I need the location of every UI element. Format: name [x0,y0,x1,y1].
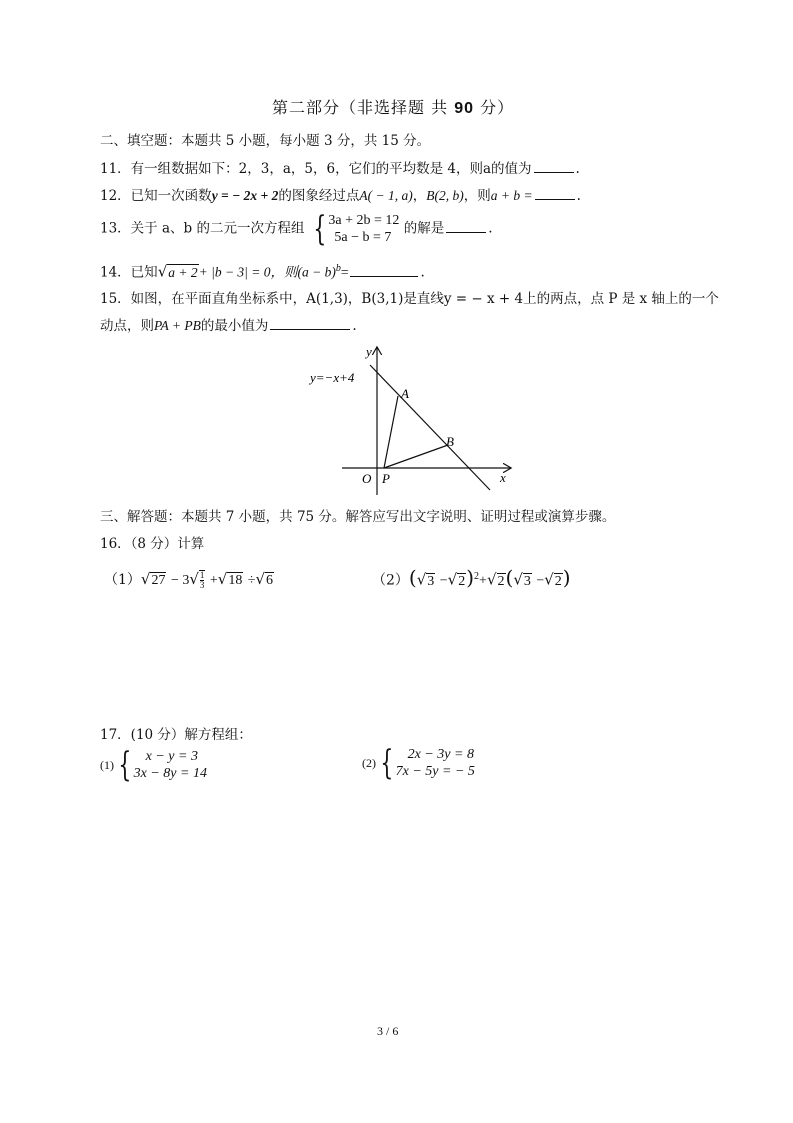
q16-p1-label: （1） [104,572,141,588]
q16-p1-r2: 18 [228,573,243,588]
q14-exponent: b [335,263,341,274]
question-16-head: 16．（8 分）计算 [100,536,205,552]
q17-p1-eq1: x − y = 3 [145,749,198,764]
q14-end: . [420,264,425,281]
segment-pb [384,445,448,468]
q16-p2-r3: 2 [497,573,505,589]
question-12 [100,187,581,205]
left-paren-icon: ( [505,565,514,590]
q16-p2-r4: 3 [523,573,531,589]
coordinate-figure [300,340,520,500]
q13-post: 的解是 [403,220,445,237]
q12-point-b: B(2, b) [426,188,464,203]
q17-p2-eq1: 2x − 3y = 8 [407,747,474,762]
left-brace-icon: { [380,743,394,783]
q15-line2-pre: 动点，则 [100,318,154,334]
q16-p2-plus: + [479,573,487,589]
q12-post: ，则 [463,188,491,204]
label-b: B [446,434,454,449]
q17-p2-system [362,743,475,783]
label-o: O [362,471,372,486]
radical-icon: √ [140,570,151,588]
section-2-heading: 二、填空题：本题共 5 小题，每小题 3 分，共 15 分。 [100,133,431,149]
q14-mid: + |b − 3| = 0，则(a − b) [198,264,336,280]
radical-icon: √ [217,570,228,588]
q14-answer-blank[interactable] [350,264,418,277]
q17-p1-eq2: 3x − 8y = 14 [133,766,207,781]
q12-mid: 的图象经过点 [278,188,360,204]
right-paren-icon: ) [466,565,475,590]
q16-p2-r1: 3 [427,573,435,589]
line-label: y=−x+4 [310,370,355,385]
q13-eq2: 5a − b = 7 [334,230,392,245]
q13-pre: 13．关于 a、b 的二元一次方程组 [100,220,305,237]
title-text-pre: 第二部分（非选择题 共 [272,98,455,117]
label-p: P [382,471,390,486]
q13-eq1: 3a + 2b = 12 [328,213,400,228]
page-number: 3 / 6 [377,1024,399,1038]
radical-icon: √ [416,570,427,589]
label-a: A [401,386,409,401]
q16-p2-exponent: 2 [474,571,480,582]
q16-part-1 [104,570,274,590]
q16-p1-frac-num: 1 [199,570,205,580]
q11-text: 11．有一组数据如下：2，3，a，5，6，它们的平均数是 4，则a的值为 [100,161,532,177]
q17-p2-eq2: 7x − 5y = − 5 [395,764,475,779]
q16-part-2 [372,565,571,591]
q11-answer-blank[interactable] [534,160,574,173]
q13-equation-system [309,209,400,249]
q12-point-a: A( − 1, a) [359,188,413,203]
q12-end: . [576,188,581,204]
q16-p1-div: ÷ [247,573,256,588]
question-14 [100,260,425,282]
segment-pa [384,396,398,468]
left-paren-icon: ( [408,565,417,590]
q16-p2-minus2: − [536,573,545,589]
question-17-head: 17．(10 分）解方程组： [100,727,252,743]
q15-answer-blank[interactable] [270,317,350,330]
right-paren-icon: ) [562,565,571,590]
q15-expr: PA + PB [154,318,201,333]
title-score: 90 [454,100,474,117]
left-brace-icon: { [313,209,327,249]
radical-icon: √ [255,570,266,588]
q16-p2-r2: 2 [458,573,466,589]
q16-p2-label: （2） [372,572,409,589]
q16-p1-r3: 6 [266,573,274,588]
label-x: x [500,470,506,485]
question-15-line1: 15．如图，在平面直角坐标系中，A(1,3)，B(3,1)是直线y = − x + 4上的两点，点 P 是 x 轴上的一个 [100,291,719,307]
radical-icon: √ [157,262,168,281]
q16-p2-minus: − [439,573,448,589]
question-13 [100,209,493,249]
q16-p1-mid: − 3 [170,573,190,588]
q12-expr: a + b = [490,188,533,203]
q15-end: . [352,318,357,334]
q17-p1-system [100,745,207,785]
q12-sep: ， [412,188,427,204]
q17-p1-label: (1) [100,758,114,772]
part-title [272,95,514,118]
q17-part-2 [362,743,475,783]
q12-answer-blank[interactable] [535,187,575,200]
left-brace-icon: { [118,745,132,785]
question-11 [100,160,580,178]
radical-icon: √ [189,570,199,588]
q16-p1-frac-den: 3 [199,580,205,590]
q16-p1-r1: 27 [151,573,166,588]
q13-end: . [488,220,493,237]
radical-icon: √ [513,570,523,589]
q14-radicand: a + 2 [168,264,198,280]
q14-eq: = [340,264,349,280]
q16-p1-plus: + [209,573,218,588]
q12-pre: 12．已知一次函数 [100,188,212,204]
q13-answer-blank[interactable] [446,220,486,233]
section-3-heading: 三、解答题：本题共 7 小题，共 75 分。解答应写出文字说明、证明过程或演算步骤。 [100,509,616,525]
q17-part-1 [100,745,207,785]
radical-icon: √ [544,570,554,589]
label-y: y [366,344,372,359]
q17-p2-label: (2) [362,756,376,770]
q16-p1-fraction [199,570,206,590]
radical-icon: √ [447,570,458,589]
q16-p2-r5: 2 [554,573,562,589]
title-text-post: 分） [473,98,515,117]
radical-icon: √ [486,570,497,589]
q11-end: . [575,161,580,177]
q15-line2-post: 的最小值为 [200,318,269,334]
question-15-line2 [100,317,357,335]
q12-function: y = − 2x + 2 [211,188,279,203]
q14-pre: 14．已知 [100,264,158,281]
